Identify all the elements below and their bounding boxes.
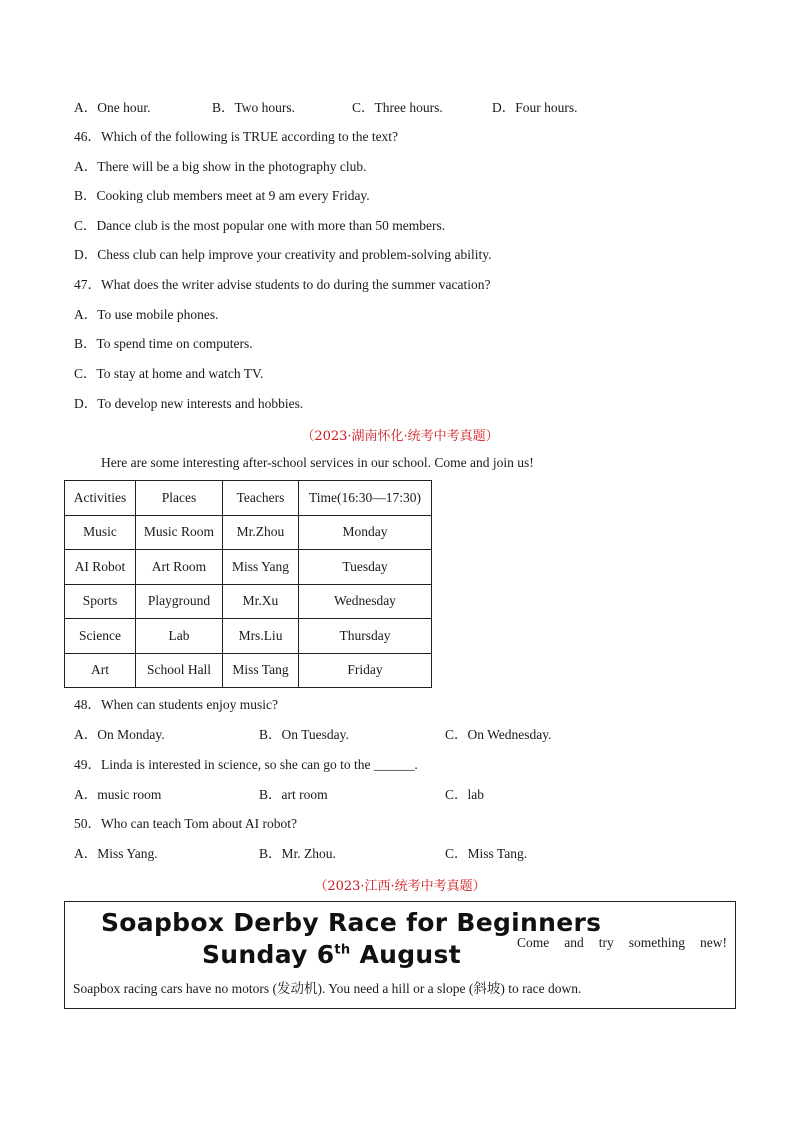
services-intro: Here are some interesting after-school services in our school. Come and join us! — [101, 455, 534, 470]
cell-time: Tuesday — [299, 550, 432, 585]
poster-title: Soapbox Derby Race for Beginners — [101, 908, 602, 937]
q50-option-a: A．Miss Yang. — [74, 846, 158, 861]
q50-option-b: B．Mr. Zhou. — [259, 846, 336, 861]
table-row — [65, 584, 432, 619]
table-header-row — [65, 481, 432, 516]
q48-question: 48．When can students enjoy music? — [74, 697, 278, 712]
table-row — [65, 550, 432, 585]
poster-date — [202, 940, 461, 969]
q47-option-a: A．To use mobile phones. — [74, 307, 219, 322]
table-row — [65, 653, 432, 688]
source-huaihua: （2023·湖南怀化·统考中考真题） — [301, 429, 499, 444]
q49-option-c: C．lab — [445, 787, 484, 802]
cell-time: Wednesday — [299, 584, 432, 619]
q47-option-d: D．To develop new interests and hobbies. — [74, 396, 304, 411]
q49-question: 49．Linda is interested in science, so she can go to the ______. — [74, 757, 418, 772]
table-row — [65, 619, 432, 654]
header-teachers: Teachers — [223, 481, 299, 516]
cell-activity: Art — [65, 653, 136, 688]
q47-option-b: B．To spend time on computers. — [74, 336, 253, 351]
cell-teacher: Miss Tang — [223, 653, 299, 688]
cell-activity: Science — [65, 619, 136, 654]
poster-date-suffix: th — [334, 942, 351, 958]
tagline-word: something — [628, 935, 685, 950]
cell-place: Lab — [136, 619, 223, 654]
q46-question: 46．Which of the following is TRUE according to the text? — [74, 129, 399, 144]
q48-option-b: B．On Tuesday. — [259, 727, 349, 742]
q47-question: 47．What does the writer advise students to do during the summer vacation? — [74, 277, 491, 292]
q50-question: 50．Who can teach Tom about AI robot? — [74, 816, 297, 831]
q49-option-a: A．music room — [74, 787, 162, 802]
cell-place: School Hall — [136, 653, 223, 688]
q48-option-a: A．On Monday. — [74, 727, 165, 742]
cell-time: Monday — [299, 515, 432, 550]
q46-option-c: C．Dance club is the most popular one with more than 50 members. — [74, 218, 446, 233]
tagline-word: new! — [700, 935, 727, 950]
cell-teacher: Mr.Zhou — [223, 515, 299, 550]
header-activities: Activities — [65, 481, 136, 516]
q46-option-a: A．There will be a big show in the photography club. — [74, 159, 367, 174]
q47-option-c: C．To stay at home and watch TV. — [74, 366, 264, 381]
cell-time: Friday — [299, 653, 432, 688]
q45-option-d: D．Four hours. — [492, 100, 578, 115]
cell-place: Playground — [136, 584, 223, 619]
cell-time: Thursday — [299, 619, 432, 654]
cell-teacher: Mr.Xu — [223, 584, 299, 619]
cell-activity: AI Robot — [65, 550, 136, 585]
poster-intro: Soapbox racing cars have no motors (发动机). You need a hill or a slope (斜坡) to race down. — [73, 981, 582, 996]
q45-option-a: A．One hour. — [74, 100, 151, 115]
cell-activity: Music — [65, 515, 136, 550]
q46-option-b: B．Cooking club members meet at 9 am every Friday. — [74, 188, 370, 203]
tagline-word: Come — [517, 935, 550, 950]
source-jiangxi: （2023·江西·统考中考真题） — [314, 879, 486, 894]
q45-option-b: B．Two hours. — [212, 100, 296, 115]
header-time: Time(16:30—17:30) — [299, 481, 432, 516]
cell-teacher: Miss Yang — [223, 550, 299, 585]
cell-activity: Sports — [65, 584, 136, 619]
soapbox-poster — [64, 901, 736, 1009]
cell-place: Music Room — [136, 515, 223, 550]
header-places: Places — [136, 481, 223, 516]
cell-place: Art Room — [136, 550, 223, 585]
poster-date-month: August — [350, 940, 461, 969]
q48-option-c: C．On Wednesday. — [445, 727, 552, 742]
cell-teacher: Mrs.Liu — [223, 619, 299, 654]
tagline-word: try — [598, 935, 614, 950]
q49-option-b: B．art room — [259, 787, 328, 802]
poster-date-day: Sunday 6 — [202, 940, 335, 969]
tagline-word: and — [564, 935, 584, 950]
table-row — [65, 515, 432, 550]
q46-option-d: D．Chess club can help improve your creativity and problem-solving ability. — [74, 247, 492, 262]
q50-option-c: C．Miss Tang. — [445, 846, 528, 861]
q45-option-c: C．Three hours. — [352, 100, 443, 115]
poster-tagline — [517, 935, 727, 951]
services-table — [64, 480, 432, 688]
